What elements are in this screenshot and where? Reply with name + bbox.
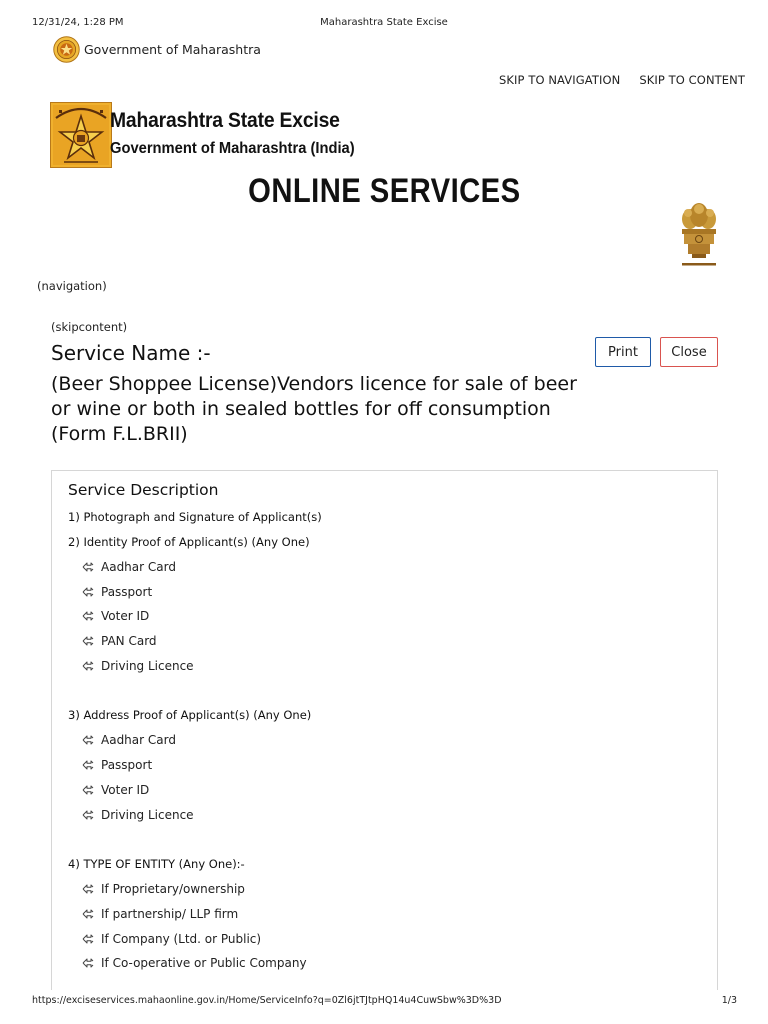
diamond-arrow-bullet-icon [82, 734, 94, 746]
list-item [82, 659, 698, 684]
gov-top-bar [53, 36, 261, 63]
maharashtra-seal-icon [53, 36, 80, 63]
diamond-arrow-bullet-icon [82, 957, 94, 969]
service-name-value: (Beer Shoppee License)Vendors licence for sale of beer or wine or both in sealed bottles for off consumption (Form F.L.BRII) [51, 373, 577, 445]
service-name-label: Service Name :- [51, 341, 211, 365]
service-description-panel [51, 470, 718, 990]
print-title: Maharashtra State Excise [320, 17, 448, 28]
maharashtra-excise-logo [50, 102, 112, 168]
navigation-placeholder: (navigation) [37, 279, 107, 293]
list-item-label: Voter ID [101, 782, 150, 797]
diamond-arrow-bullet-icon [82, 586, 94, 598]
list-item [82, 609, 698, 634]
diamond-arrow-bullet-icon [82, 561, 94, 573]
diamond-arrow-bullet-icon [82, 660, 94, 672]
list-item [82, 560, 698, 585]
list-item [82, 956, 698, 981]
diamond-arrow-bullet-icon [82, 610, 94, 622]
gov-top-label: Government of Maharashtra [84, 42, 261, 57]
requirement-list [68, 733, 698, 832]
requirement-list [68, 560, 698, 683]
list-item-label: Driving Licence [101, 658, 194, 673]
skip-to-content-link[interactable]: SKIP TO CONTENT [639, 73, 745, 87]
list-item [82, 585, 698, 610]
print-datetime: 12/31/24, 1:28 PM [32, 17, 124, 28]
section-title: 2) Identity Proof of Applicant(s) (Any One) [68, 535, 310, 549]
section-spacer [68, 832, 698, 847]
list-item [82, 932, 698, 957]
org-subtitle: Government of Maharashtra (India) [110, 140, 355, 157]
list-item [82, 733, 698, 758]
list-item [82, 808, 698, 833]
list-item-label: Driving Licence [101, 807, 194, 822]
list-item-label: Voter ID [101, 609, 150, 624]
list-item-label: Aadhar Card [101, 733, 176, 748]
skip-links [499, 73, 745, 87]
list-item-label: Passport [101, 758, 153, 773]
list-item [82, 882, 698, 907]
list-item-label: If Co-operative or Public Company [101, 956, 307, 971]
service-description-body [68, 481, 698, 981]
skip-to-navigation-link[interactable]: SKIP TO NAVIGATION [499, 73, 621, 87]
section-title: 4) TYPE OF ENTITY (Any One):- [68, 857, 245, 872]
print-header [0, 17, 768, 31]
requirement-sections [68, 509, 698, 981]
diamond-arrow-bullet-icon [82, 908, 94, 920]
list-item-label: If Company (Ltd. or Public) [101, 931, 262, 946]
list-item-label: Aadhar Card [101, 560, 176, 574]
list-item-label: PAN Card [101, 634, 157, 649]
list-item [82, 783, 698, 808]
online-services-text: ONLINE SERVICES [247, 172, 521, 210]
list-item [82, 758, 698, 783]
diamond-arrow-bullet-icon [82, 635, 94, 647]
section-title: 3) Address Proof of Applicant(s) (Any One) [68, 708, 312, 723]
ashoka-emblem-icon [672, 199, 726, 275]
skipcontent-placeholder: (skipcontent) [51, 320, 128, 334]
close-button[interactable]: Close [660, 337, 718, 367]
print-button[interactable]: Print [595, 337, 651, 367]
service-description-heading: Service Description [68, 481, 219, 499]
diamond-arrow-bullet-icon [82, 759, 94, 771]
diamond-arrow-bullet-icon [82, 809, 94, 821]
section-spacer [68, 683, 698, 698]
section-title: 1) Photograph and Signature of Applicant(s) [68, 510, 322, 524]
list-item-label: If Proprietary/ownership [101, 882, 245, 897]
list-item [82, 634, 698, 659]
requirement-list [68, 882, 698, 981]
list-item-label: Passport [101, 584, 153, 599]
list-item [82, 907, 698, 932]
print-page-number: 1/3 [721, 995, 737, 1006]
diamond-arrow-bullet-icon [82, 784, 94, 796]
online-services-banner [0, 172, 768, 211]
diamond-arrow-bullet-icon [82, 933, 94, 945]
list-item-label: If partnership/ LLP firm [101, 906, 239, 921]
print-url: https://exciseservices.mahaonline.gov.in/Home/ServiceInfo?q=0Zl6jtTJtpHQ14u4CuwSbw%3D%3D [32, 995, 502, 1006]
org-title: Maharashtra State Excise [110, 109, 340, 132]
diamond-arrow-bullet-icon [82, 883, 94, 895]
